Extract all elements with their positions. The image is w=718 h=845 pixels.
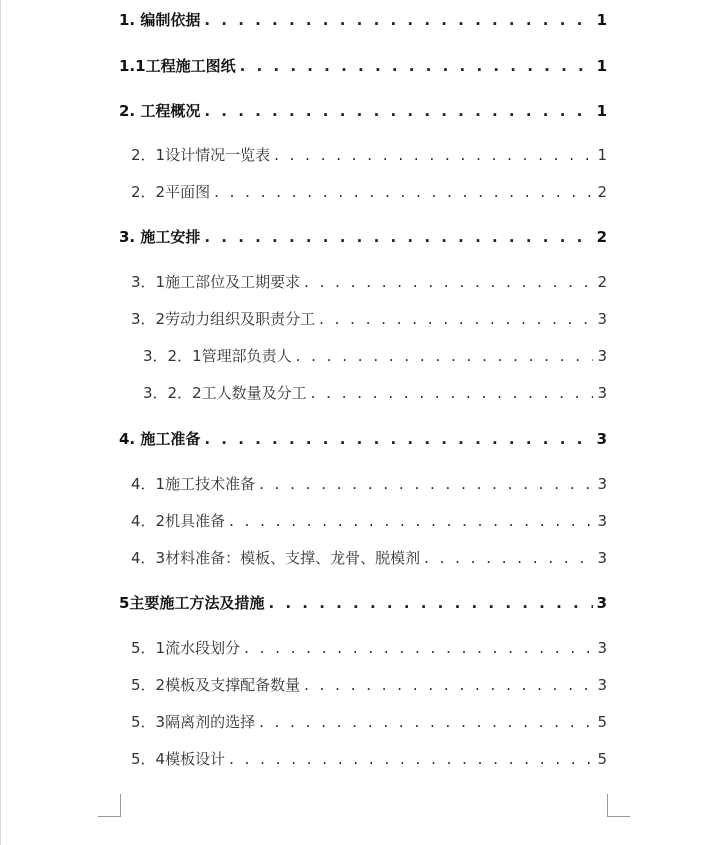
page-left-edge (0, 0, 1, 845)
toc-dot-leader (268, 594, 592, 612)
toc-page-number: 2 (597, 183, 607, 201)
toc-entry[interactable] (131, 510, 607, 531)
toc-entry[interactable] (131, 637, 607, 658)
toc-entry-title: 1. 编制依据 (119, 11, 201, 29)
toc-page-number: 1 (596, 102, 607, 120)
toc-page-number: 2 (597, 273, 607, 291)
toc-page-number: 5 (597, 750, 607, 768)
toc-dot-leader (304, 273, 593, 291)
toc-page-number: 3 (597, 512, 607, 530)
toc-entry-title: 2．2平面图 (131, 183, 211, 201)
toc-entry[interactable] (119, 592, 607, 613)
toc-page-number: 3 (597, 676, 607, 694)
toc-dot-leader (259, 713, 593, 731)
toc-entry[interactable] (119, 428, 607, 449)
toc-entry[interactable] (119, 55, 607, 76)
toc-page-number: 3 (597, 475, 607, 493)
toc-entry-title: 3．2．2工人数量及分工 (143, 384, 307, 402)
toc-entry[interactable] (131, 473, 607, 494)
toc-entry-title: 5．4模板设计 (131, 750, 226, 768)
toc-page-number: 3 (597, 639, 607, 657)
toc-page-number: 1 (596, 11, 607, 29)
toc-entry[interactable] (131, 308, 607, 329)
toc-entry[interactable] (131, 748, 607, 769)
toc-page-number: 3 (597, 549, 607, 567)
toc-dot-leader (296, 347, 593, 365)
toc-entry[interactable] (131, 181, 607, 202)
toc-page-number: 5 (597, 713, 607, 731)
toc-dot-leader (259, 475, 593, 493)
toc-entry-title: 1.1工程施工图纸 (119, 57, 236, 75)
toc-dot-leader (319, 310, 593, 328)
toc-entry-title: 3．1施工部位及工期要求 (131, 273, 301, 291)
toc-page-number: 3 (597, 347, 607, 365)
crop-mark-right (607, 794, 630, 817)
toc-dot-leader (304, 676, 593, 694)
toc-entry-title: 5．1流水段划分 (131, 639, 241, 657)
toc-entry-title: 4．3材料准备：模板、支撑、龙骨、脱模剂 (131, 549, 421, 567)
toc-entry[interactable] (143, 382, 607, 403)
toc-entry-title: 3．2．1管理部负责人 (143, 347, 292, 365)
toc-entry-title: 5．2模板及支撑配备数量 (131, 676, 301, 694)
toc-entry[interactable] (131, 144, 607, 165)
toc-dot-leader (244, 639, 593, 657)
toc-entry[interactable] (131, 711, 607, 732)
toc-entry-title: 5主要施工方法及措施 (119, 594, 265, 612)
toc-entry-title: 3．2劳动力组织及职责分工 (131, 310, 316, 328)
toc-page-number: 1 (596, 57, 607, 75)
toc-page-number: 3 (597, 384, 607, 402)
toc-page-number: 3 (597, 310, 607, 328)
toc-page-number: 3 (596, 430, 607, 448)
toc-entry-title: 2. 工程概况 (119, 102, 201, 120)
toc-page-number: 1 (597, 146, 607, 164)
toc-dot-leader (229, 750, 593, 768)
toc-entry[interactable] (119, 100, 607, 121)
toc-dot-leader (274, 146, 593, 164)
toc-entry[interactable] (131, 547, 607, 568)
toc-page-number: 2 (596, 228, 607, 246)
toc-entry[interactable] (131, 271, 607, 292)
toc-dot-leader (214, 183, 593, 201)
toc-entry-title: 4．1施工技术准备 (131, 475, 256, 493)
toc-dot-leader (424, 549, 593, 567)
toc-entry-title: 2．1设计情况一览表 (131, 146, 271, 164)
toc-entry[interactable] (143, 345, 607, 366)
crop-mark-left (98, 794, 121, 817)
toc-entry[interactable] (119, 226, 607, 247)
toc-dot-leader (204, 228, 592, 246)
toc-dot-leader (204, 430, 592, 448)
toc-page-number: 3 (596, 594, 607, 612)
toc-entry-title: 3. 施工安排 (119, 228, 201, 246)
toc-entry[interactable] (119, 9, 607, 30)
toc-dot-leader (204, 11, 592, 29)
toc-dot-leader (229, 512, 593, 530)
toc-entry-title: 4．2机具准备 (131, 512, 226, 530)
toc-dot-leader (204, 102, 592, 120)
toc-entry[interactable] (131, 674, 607, 695)
toc-entry-title: 4. 施工准备 (119, 430, 201, 448)
toc-dot-leader (240, 57, 593, 75)
toc-entry-title: 5．3隔离剂的选择 (131, 713, 256, 731)
toc-dot-leader (311, 384, 593, 402)
